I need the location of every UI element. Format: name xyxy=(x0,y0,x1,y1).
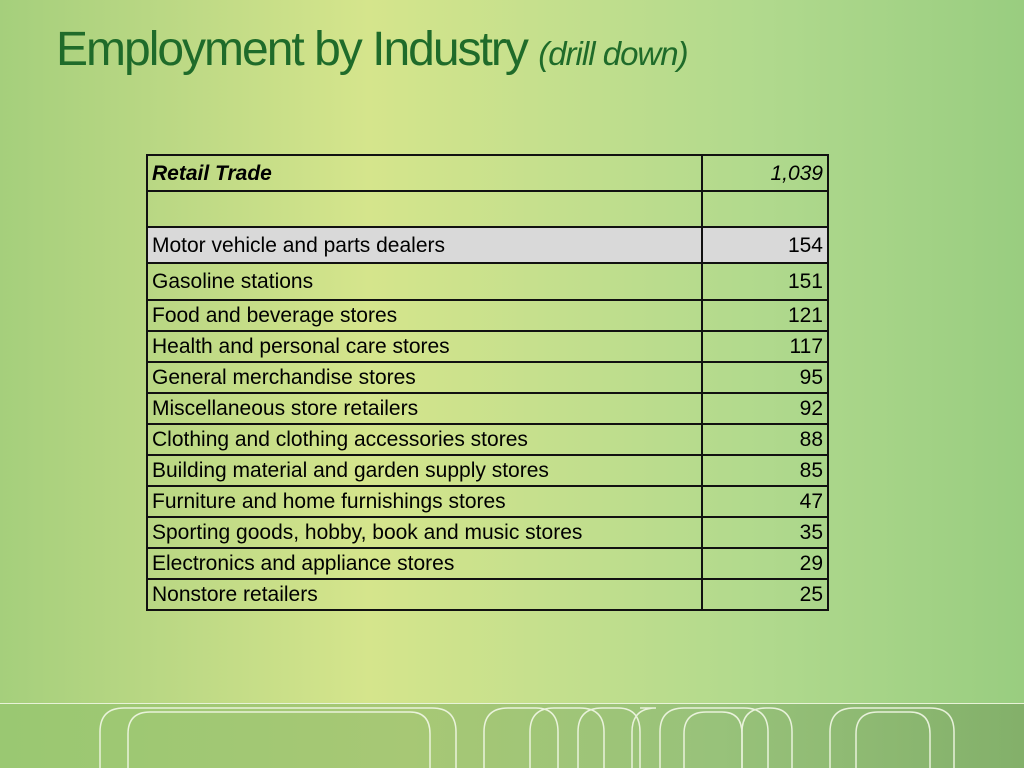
arch-pattern xyxy=(0,704,1024,768)
row-label: Motor vehicle and parts dealers xyxy=(147,227,702,263)
row-value: 47 xyxy=(702,486,828,517)
header-label: Retail Trade xyxy=(147,155,702,191)
row-label: Miscellaneous store retailers xyxy=(147,393,702,424)
row-label: Electronics and appliance stores xyxy=(147,548,702,579)
row-value: 95 xyxy=(702,362,828,393)
table-row xyxy=(147,579,828,610)
header-value: 1,039 xyxy=(702,155,828,191)
row-value: 35 xyxy=(702,517,828,548)
row-label: Sporting goods, hobby, book and music stores xyxy=(147,517,702,548)
retail-employment-table xyxy=(146,154,829,611)
table-row xyxy=(147,300,828,331)
row-value: 121 xyxy=(702,300,828,331)
blank-row xyxy=(147,191,828,227)
decorative-footer-band xyxy=(0,703,1024,768)
row-value: 88 xyxy=(702,424,828,455)
row-value: 151 xyxy=(702,263,828,300)
table-row xyxy=(147,486,828,517)
row-label: Gasoline stations xyxy=(147,263,702,300)
row-label: Building material and garden supply stores xyxy=(147,455,702,486)
table-row xyxy=(147,517,828,548)
row-value: 25 xyxy=(702,579,828,610)
row-value: 154 xyxy=(702,227,828,263)
table-row xyxy=(147,227,828,263)
row-label: Furniture and home furnishings stores xyxy=(147,486,702,517)
row-label: Nonstore retailers xyxy=(147,579,702,610)
row-label: Food and beverage stores xyxy=(147,300,702,331)
row-value: 85 xyxy=(702,455,828,486)
title-main: Employment by Industry xyxy=(56,23,527,76)
slide-title xyxy=(56,22,688,77)
blank-cell xyxy=(702,191,828,227)
row-value: 92 xyxy=(702,393,828,424)
title-subtitle: (drill down) xyxy=(538,35,688,72)
row-label: General merchandise stores xyxy=(147,362,702,393)
table-row xyxy=(147,393,828,424)
row-label: Health and personal care stores xyxy=(147,331,702,362)
table-row xyxy=(147,455,828,486)
row-value: 29 xyxy=(702,548,828,579)
table-row xyxy=(147,424,828,455)
row-value: 117 xyxy=(702,331,828,362)
table-header-row xyxy=(147,155,828,191)
table-row xyxy=(147,331,828,362)
table-row xyxy=(147,548,828,579)
blank-cell xyxy=(147,191,702,227)
row-label: Clothing and clothing accessories stores xyxy=(147,424,702,455)
table-row xyxy=(147,362,828,393)
table-row xyxy=(147,263,828,300)
